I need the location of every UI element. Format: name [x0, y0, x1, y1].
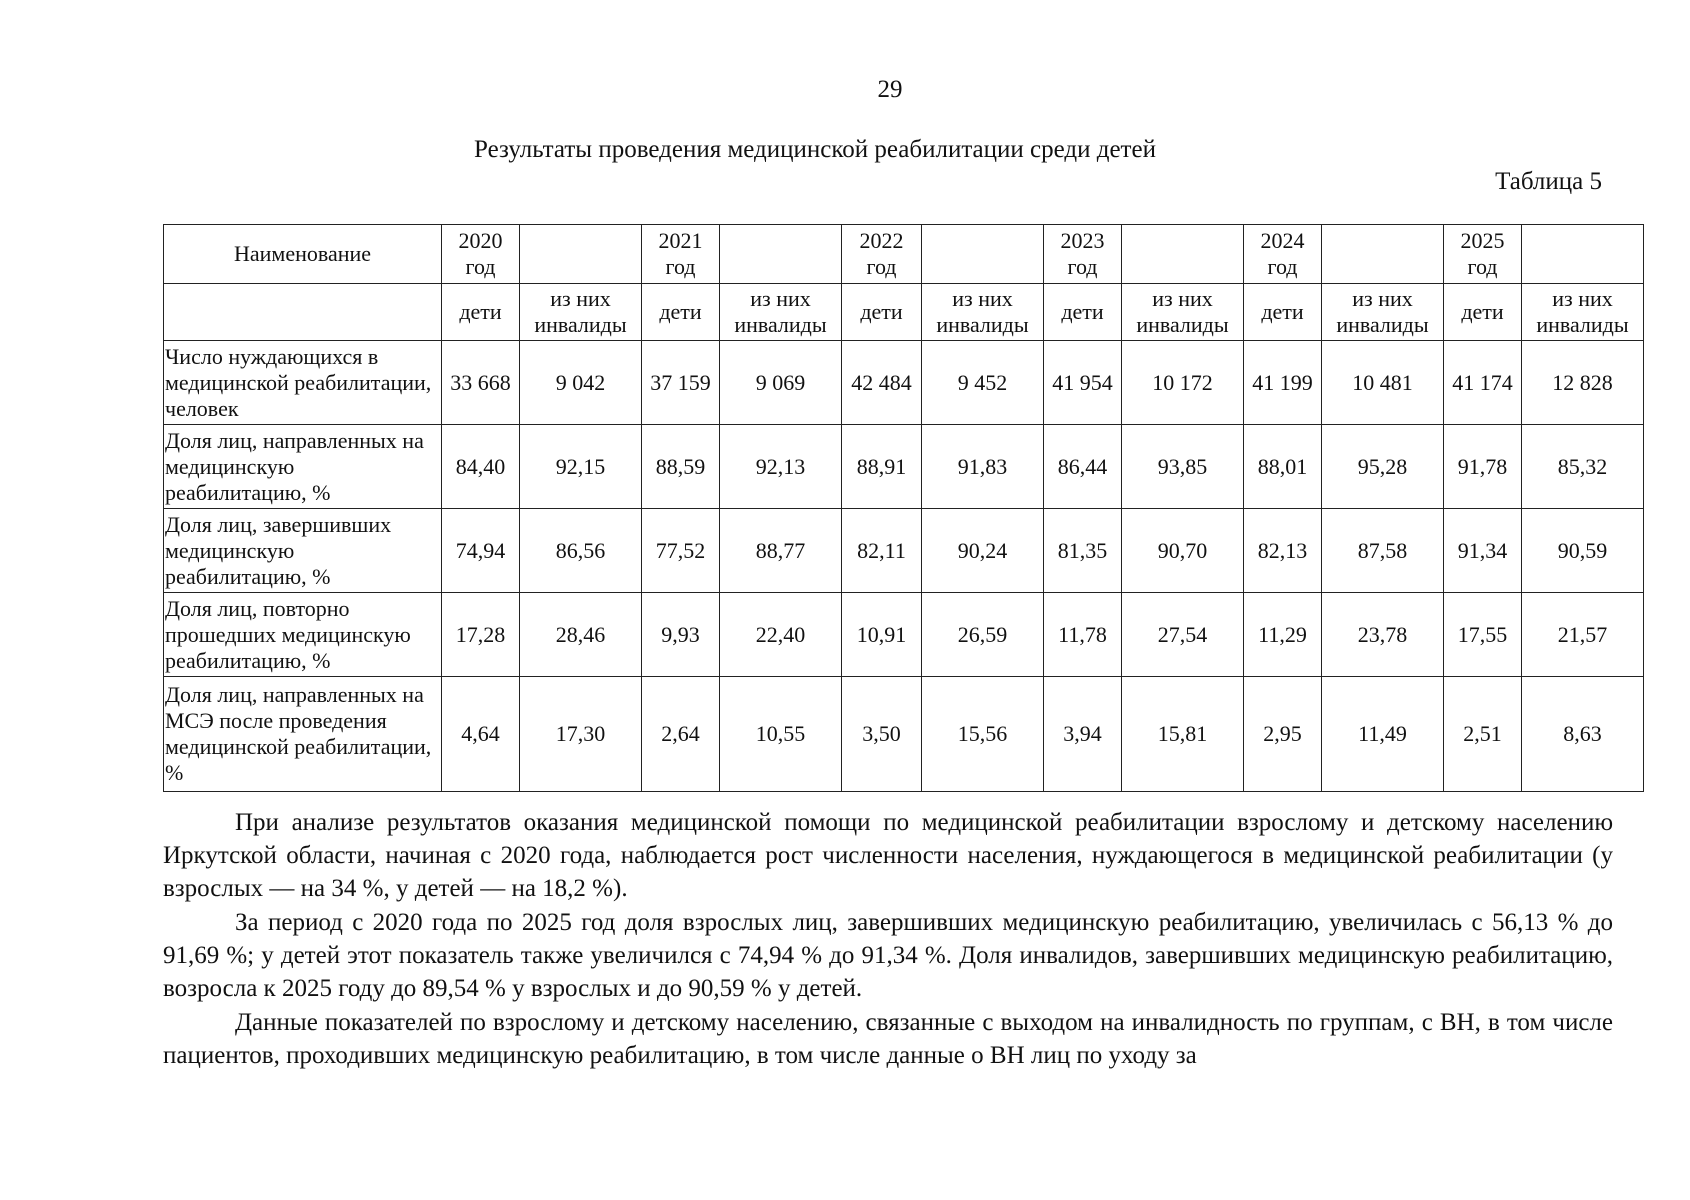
table-row [164, 593, 1644, 677]
table-cell: 92,15 [520, 425, 642, 509]
table-cell: 88,59 [642, 425, 720, 509]
table-cell: 87,58 [1322, 509, 1444, 593]
table-cell: 10,55 [720, 677, 842, 792]
body-text [163, 806, 1613, 1072]
table-cell: 77,52 [642, 509, 720, 593]
header-row-subcolumns [164, 284, 1644, 341]
table-cell: 91,78 [1444, 425, 1522, 509]
table-cell: 42 484 [842, 341, 922, 425]
table-cell: 41 954 [1044, 341, 1122, 425]
table-cell: 17,28 [442, 593, 520, 677]
table-cell: 26,59 [922, 593, 1044, 677]
page-number: 29 [877, 76, 903, 103]
children-header: дети [1444, 284, 1522, 341]
disabled-header: из них инвалиды [1322, 284, 1444, 341]
year-header: 2025 год [1444, 225, 1522, 284]
table-label: Таблица 5 [1495, 168, 1602, 195]
table-cell: 3,50 [842, 677, 922, 792]
paragraph: За период с 2020 года по 2025 год доля взрослых лиц, завершивших медицинскую реабилитацию, увеличилась с 56,13 % до 91,69 %; у детей этот показатель также увеличился с 74,94 % до 91,34 %. Доля инвалидов, завершивших медицинскую реабилитацию, возросла к 2025 году до 89,54 % у взрослых и до 90,59 % у детей. [163, 909, 1613, 1002]
table-cell: 2,95 [1244, 677, 1322, 792]
table-cell: 3,94 [1044, 677, 1122, 792]
table-cell: 88,91 [842, 425, 922, 509]
table-cell: 90,59 [1522, 509, 1644, 593]
table-cell: 74,94 [442, 509, 520, 593]
header-row-years [164, 225, 1644, 284]
empty-header-cell [720, 225, 842, 284]
disabled-header: из них инвалиды [1122, 284, 1244, 341]
disabled-header: из них инвалиды [720, 284, 842, 341]
disabled-header: из них инвалиды [922, 284, 1044, 341]
table-title: Результаты проведения медицинской реабилитации среди детей [474, 136, 1156, 163]
row-label: Доля лиц, направленных на МСЭ после проведения медицинской реабилитации, % [164, 677, 442, 792]
table-cell: 15,56 [922, 677, 1044, 792]
table-cell: 90,70 [1122, 509, 1244, 593]
table-cell: 10,91 [842, 593, 922, 677]
empty-header-cell [520, 225, 642, 284]
paragraph: При анализе результатов оказания медицинской помощи по медицинской реабилитации взрослому и детскому населению Иркутской области, начиная с 2020 года, наблюдается рост численности населения, нуждающегося в медицинской реабилитации (у взрослых — на 34 %, у детей — на 18,2 %). [163, 809, 1613, 902]
children-header: дети [1244, 284, 1322, 341]
name-header: Наименование [164, 225, 442, 284]
table-cell: 88,77 [720, 509, 842, 593]
table-cell: 9 042 [520, 341, 642, 425]
empty-header-cell [164, 284, 442, 341]
table-cell: 2,51 [1444, 677, 1522, 792]
table-cell: 86,44 [1044, 425, 1122, 509]
disabled-header: из них инвалиды [520, 284, 642, 341]
empty-header-cell [1122, 225, 1244, 284]
table-cell: 4,64 [442, 677, 520, 792]
year-header: 2020 год [442, 225, 520, 284]
table-row [164, 677, 1644, 792]
children-header: дети [1044, 284, 1122, 341]
table-row [164, 341, 1644, 425]
table-cell: 9,93 [642, 593, 720, 677]
table-cell: 11,78 [1044, 593, 1122, 677]
children-header: дети [442, 284, 520, 341]
paragraph: Данные показателей по взрослому и детскому населению, связанные с выходом на инвалидность по группам, с ВН, в том числе пациентов, проходивших медицинскую реабилитацию, в том числе данные о ВН лиц по уходу за [163, 1009, 1613, 1069]
table-cell: 12 828 [1522, 341, 1644, 425]
table-cell: 82,11 [842, 509, 922, 593]
year-header: 2023 год [1044, 225, 1122, 284]
table-cell: 10 481 [1322, 341, 1444, 425]
table-cell: 91,34 [1444, 509, 1522, 593]
table-cell: 22,40 [720, 593, 842, 677]
table-cell: 21,57 [1522, 593, 1644, 677]
children-header: дети [842, 284, 922, 341]
table-cell: 84,40 [442, 425, 520, 509]
year-header: 2022 год [842, 225, 922, 284]
table-cell: 11,29 [1244, 593, 1322, 677]
table-cell: 23,78 [1322, 593, 1444, 677]
table-cell: 28,46 [520, 593, 642, 677]
table-row [164, 425, 1644, 509]
table-cell: 8,63 [1522, 677, 1644, 792]
table-cell: 2,64 [642, 677, 720, 792]
table-cell: 88,01 [1244, 425, 1322, 509]
table-cell: 95,28 [1322, 425, 1444, 509]
row-label: Доля лиц, повторно прошедших медицинскую реабилитацию, % [164, 593, 442, 677]
table-cell: 17,55 [1444, 593, 1522, 677]
table-cell: 9 452 [922, 341, 1044, 425]
table-row [164, 509, 1644, 593]
table-cell: 17,30 [520, 677, 642, 792]
year-header: 2024 год [1244, 225, 1322, 284]
empty-header-cell [1522, 225, 1644, 284]
row-label: Число нуждающихся в медицинской реабилитации, человек [164, 341, 442, 425]
table-cell: 92,13 [720, 425, 842, 509]
table-cell: 37 159 [642, 341, 720, 425]
results-table [163, 224, 1644, 792]
table-cell: 41 199 [1244, 341, 1322, 425]
empty-header-cell [1322, 225, 1444, 284]
table-cell: 86,56 [520, 509, 642, 593]
table-cell: 33 668 [442, 341, 520, 425]
table-cell: 81,35 [1044, 509, 1122, 593]
table-cell: 27,54 [1122, 593, 1244, 677]
table-cell: 10 172 [1122, 341, 1244, 425]
table-cell: 41 174 [1444, 341, 1522, 425]
table-cell: 82,13 [1244, 509, 1322, 593]
row-label: Доля лиц, завершивших медицинскую реабилитацию, % [164, 509, 442, 593]
table-cell: 15,81 [1122, 677, 1244, 792]
empty-header-cell [922, 225, 1044, 284]
table-cell: 90,24 [922, 509, 1044, 593]
table-cell: 11,49 [1322, 677, 1444, 792]
disabled-header: из них инвалиды [1522, 284, 1644, 341]
table-cell: 85,32 [1522, 425, 1644, 509]
children-header: дети [642, 284, 720, 341]
table-cell: 93,85 [1122, 425, 1244, 509]
table-cell: 91,83 [922, 425, 1044, 509]
row-label: Доля лиц, направленных на медицинскую реабилитацию, % [164, 425, 442, 509]
table-cell: 9 069 [720, 341, 842, 425]
year-header: 2021 год [642, 225, 720, 284]
